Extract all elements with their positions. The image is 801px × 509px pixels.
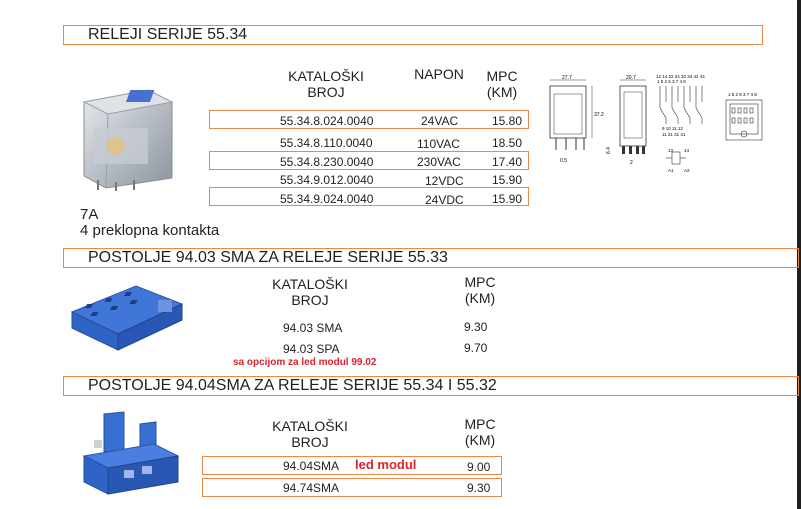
- row-voltage: 24VAC: [421, 114, 459, 128]
- col-price-header: [462, 416, 498, 448]
- pins-top2: 1 5 2 6 3 7 4 8: [657, 79, 686, 84]
- relay-contacts: 4 preklopna kontakta: [80, 222, 220, 239]
- row-price: 15.80: [492, 114, 523, 128]
- row-price: 17.40: [492, 155, 523, 169]
- col-price-line1: MPC: [464, 416, 496, 432]
- row-code: 94.03 SMA: [283, 321, 343, 335]
- dim-pin: 0.5: [560, 158, 567, 164]
- section-title-socket-9404: [63, 376, 799, 396]
- col-price-header: [484, 68, 520, 100]
- row-price: 15.90: [492, 173, 523, 187]
- led-option-note: sa opcijom za led modul 99.02: [233, 357, 377, 368]
- wiring-diagram: [656, 72, 766, 182]
- col-price-line2: (KM): [464, 290, 496, 306]
- row-code: 55.34.8.110.0040: [280, 136, 373, 150]
- relay-dimension-drawing: [540, 74, 665, 174]
- dim-pin3: 6.4: [606, 147, 612, 154]
- col-price-line1: MPC: [464, 274, 496, 290]
- dim-width: 27.7: [562, 75, 572, 81]
- relay-current: 7A: [80, 206, 99, 223]
- col-price-line2: (KM): [464, 432, 496, 448]
- row-voltage: 110VAC: [417, 137, 460, 151]
- row-voltage: 24VDC: [425, 193, 464, 207]
- row-code: 55.34.8.024.0040: [280, 114, 374, 128]
- row-voltage: 12VDC: [425, 174, 464, 188]
- pins-bottom: 9 10 11 12: [662, 126, 683, 131]
- section-title-relays: [63, 25, 763, 45]
- led-module-label: led modul: [355, 457, 417, 472]
- row-code: 55.34.9.012.0040: [280, 173, 374, 187]
- coil-a2: A2: [684, 168, 690, 173]
- col-catalog-header: [266, 276, 354, 308]
- row-price: 18.50: [492, 136, 523, 150]
- row-frame: [202, 456, 502, 475]
- row-price: 9.30: [467, 481, 491, 495]
- row-code: 94.04SMA: [283, 459, 340, 473]
- dim-height: 37.2: [594, 112, 604, 118]
- row-price: 9.70: [464, 341, 488, 355]
- socket-photo: [66, 282, 186, 356]
- row-code: 94.03 SPA: [283, 342, 340, 356]
- section-title-socket-9403: [63, 248, 799, 268]
- coil-14: 14: [684, 148, 690, 153]
- col-catalog-line1: KATALOŠKI: [272, 418, 348, 434]
- pins-bottom2: 11 21 31 41: [662, 132, 686, 137]
- dim-pin2: 2: [630, 160, 633, 166]
- col-catalog-line1: KATALOŠKI: [288, 68, 364, 84]
- col-catalog-header: [282, 68, 370, 100]
- col-catalog-line1: KATALOŠKI: [272, 276, 348, 292]
- col-catalog-line2: BROJ: [291, 434, 329, 450]
- row-code: 94.74SMA: [283, 481, 340, 495]
- col-catalog-header: [266, 418, 354, 450]
- row-price: 9.00: [467, 460, 491, 474]
- section-title-text: RELEJI SERIJE 55.34: [88, 26, 248, 43]
- row-price: 15.90: [492, 192, 523, 206]
- coil-a1: A1: [668, 168, 674, 173]
- row-code: 55.34.8.230.0040: [280, 155, 374, 169]
- row-frame: [202, 478, 502, 497]
- col-catalog-line2: BROJ: [291, 292, 329, 308]
- col-price-line1: MPC: [486, 68, 518, 84]
- row-voltage: 230VAC: [417, 155, 461, 169]
- col-voltage-header: NAPON: [414, 66, 464, 82]
- section-title-text: POSTOLJE 94.03 SMA ZA RELEJE SERIJE 55.33: [88, 249, 448, 266]
- col-price-header: [462, 274, 498, 306]
- row-code: 55.34.9.024.0040: [280, 192, 374, 206]
- relay-photo: [76, 80, 178, 192]
- pins-top: 12 14 22 24 32 34 42 44: [656, 74, 705, 79]
- coil-13: 13: [668, 148, 674, 153]
- col-catalog-line2: BROJ: [307, 84, 345, 100]
- col-price-line2: (KM): [486, 84, 518, 100]
- section-title-text: POSTOLJE 94.04SMA ZA RELEJE SERIJE 55.34 I 55.32: [88, 377, 497, 394]
- dim-depth: 20.7: [626, 75, 636, 81]
- row-price: 9.30: [464, 320, 488, 334]
- socket-photo: [80, 410, 180, 498]
- pins-top-right: 1 5 2 6 3 7 4 8: [728, 92, 757, 97]
